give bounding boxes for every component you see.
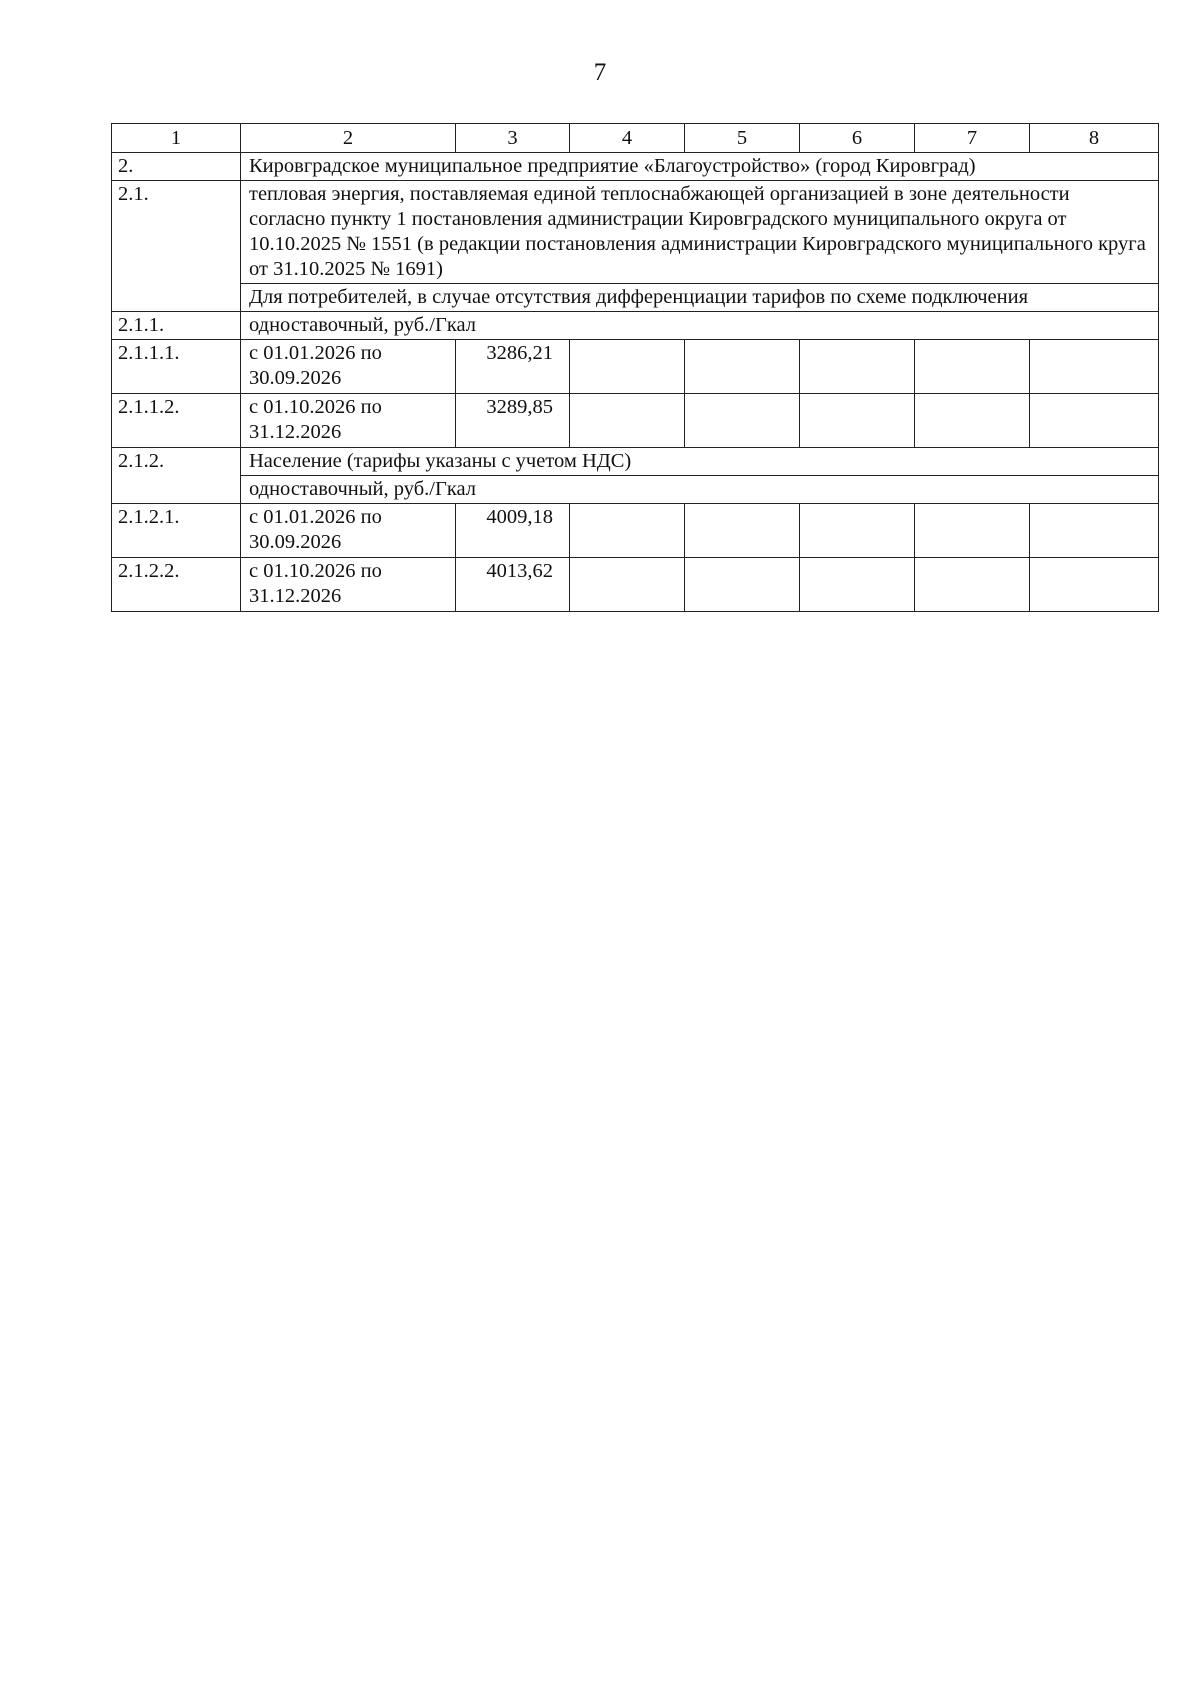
row-value: 3289,85 [456, 394, 570, 448]
empty-cell [570, 558, 685, 612]
empty-cell [800, 394, 915, 448]
rate-type: одноставочный, руб./Гкал [241, 312, 1159, 340]
empty-cell [800, 340, 915, 394]
row-code: 2.1. [112, 181, 241, 312]
empty-cell [915, 340, 1030, 394]
population-description: Население (тарифы указаны с учетом НДС) [241, 448, 1159, 476]
empty-cell [685, 504, 800, 558]
table-row [112, 394, 1159, 448]
empty-cell [1030, 558, 1159, 612]
empty-cell [1030, 394, 1159, 448]
row-period: с 01.10.2026 по 31.12.2026 [241, 558, 456, 612]
table-row [112, 504, 1159, 558]
empty-cell [915, 394, 1030, 448]
table-row [112, 558, 1159, 612]
org-name: Кировградское муниципальное предприятие «Благоустройство» (город Кировград) [241, 153, 1159, 181]
table-row-single-rate [112, 312, 1159, 340]
header-cell-1: 1 [112, 124, 241, 153]
empty-cell [570, 504, 685, 558]
header-cell-7: 7 [915, 124, 1030, 153]
table-row-heat [112, 181, 1159, 284]
table-row-population [112, 448, 1159, 476]
empty-cell [685, 558, 800, 612]
header-cell-8: 8 [1030, 124, 1159, 153]
row-period: с 01.01.2026 по 30.09.2026 [241, 340, 456, 394]
row-value: 4009,18 [456, 504, 570, 558]
empty-cell [800, 558, 915, 612]
empty-cell [685, 394, 800, 448]
heat-description: тепловая энергия, поставляемая единой теплоснабжающей организацией в зоне деятельности согласно пункту 1 постановления администрации Кировградского муниципального округа от 10.10.2025 № 1551 (в редакции постановления администрации Кировградского муниципального круга от 31.10.2025 № 1691) [241, 181, 1159, 284]
empty-cell [570, 394, 685, 448]
header-cell-6: 6 [800, 124, 915, 153]
row-code: 2.1.2.2. [112, 558, 241, 612]
row-code: 2.1.2. [112, 448, 241, 504]
consumers-description: Для потребителей, в случае отсутствия дифференциации тарифов по схеме подключения [241, 284, 1159, 312]
empty-cell [570, 340, 685, 394]
empty-cell [685, 340, 800, 394]
empty-cell [915, 558, 1030, 612]
row-code: 2.1.1.1. [112, 340, 241, 394]
row-code: 2.1.2.1. [112, 504, 241, 558]
row-period: с 01.10.2026 по 31.12.2026 [241, 394, 456, 448]
table-row [112, 340, 1159, 394]
rate-type: одноставочный, руб./Гкал [241, 476, 1159, 504]
header-cell-4: 4 [570, 124, 685, 153]
row-code: 2. [112, 153, 241, 181]
row-value: 4013,62 [456, 558, 570, 612]
row-code: 2.1.1.2. [112, 394, 241, 448]
tariff-table [111, 123, 1159, 612]
row-value: 3286,21 [456, 340, 570, 394]
header-cell-2: 2 [241, 124, 456, 153]
table-row-org [112, 153, 1159, 181]
empty-cell [1030, 340, 1159, 394]
table-row-population-rate [112, 476, 1159, 504]
empty-cell [915, 504, 1030, 558]
table-row-consumers [112, 284, 1159, 312]
table-header-row [112, 124, 1159, 153]
empty-cell [800, 504, 915, 558]
page-number: 7 [593, 59, 607, 86]
empty-cell [1030, 504, 1159, 558]
header-cell-5: 5 [685, 124, 800, 153]
header-cell-3: 3 [456, 124, 570, 153]
row-period: с 01.01.2026 по 30.09.2026 [241, 504, 456, 558]
row-code: 2.1.1. [112, 312, 241, 340]
